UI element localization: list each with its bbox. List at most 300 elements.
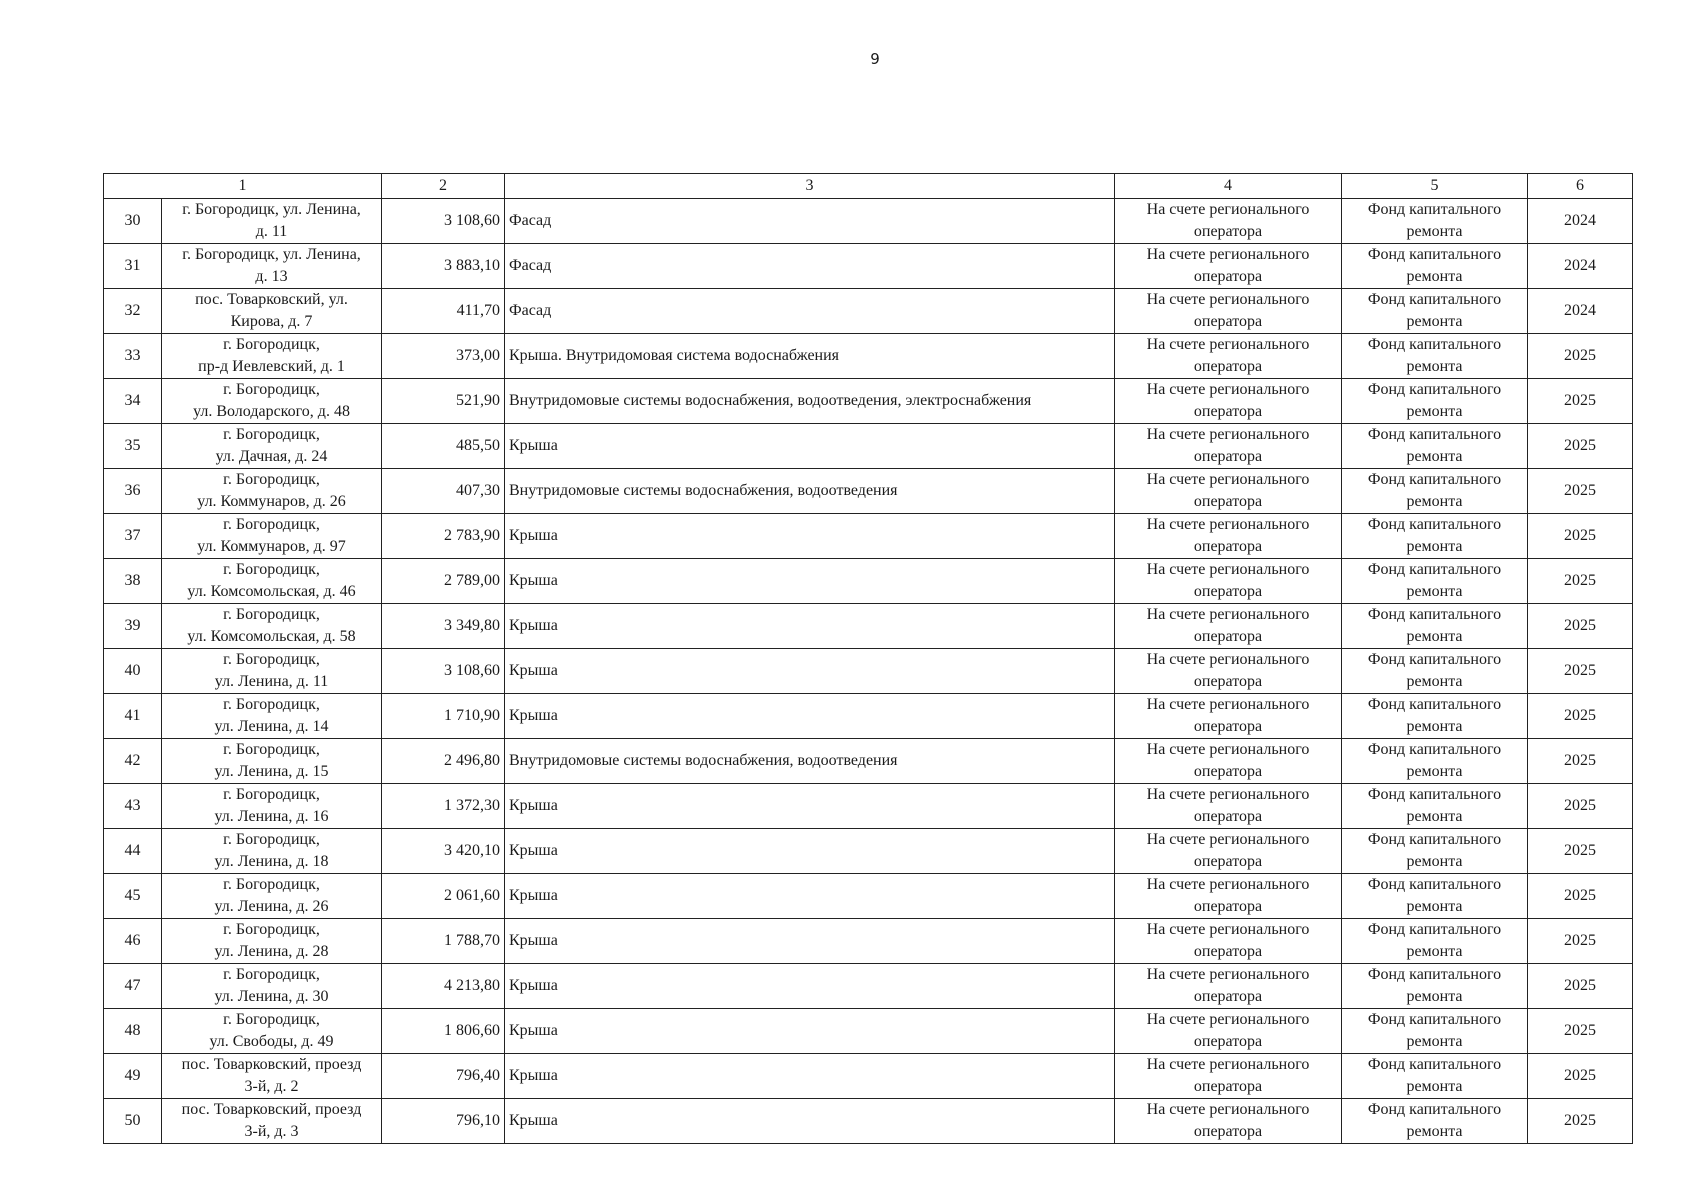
account-cell — [1115, 199, 1342, 244]
address-cell-line: ул. Ленина, д. 15 — [214, 763, 329, 780]
area-cell: 3 108,60 — [382, 199, 505, 244]
funding-source-cell-line: Фонд капитального — [1367, 336, 1502, 353]
area-cell: 407,30 — [382, 469, 505, 514]
area-cell: 4 213,80 — [382, 964, 505, 1009]
account-cell-line: оператора — [1193, 673, 1263, 690]
funding-source-cell-line: Фонд капитального — [1367, 831, 1502, 848]
funding-source-cell-line: ремонта — [1406, 943, 1463, 960]
funding-source-cell-line: ремонта — [1406, 763, 1463, 780]
account-cell-line: На счете регионального — [1146, 1011, 1310, 1028]
funding-source-cell-line: Фонд капитального — [1367, 921, 1502, 938]
row-number: 44 — [104, 829, 162, 874]
address-cell-line: г. Богородицк, — [223, 606, 320, 623]
address-cell-line: г. Богородицк, — [223, 966, 320, 983]
account-cell-line: оператора — [1193, 763, 1263, 780]
account-cell-line: На счете регионального — [1146, 741, 1310, 758]
account-cell-line: На счете регионального — [1146, 291, 1310, 308]
funding-source-cell — [1342, 919, 1528, 964]
funding-source-cell-line: ремонта — [1406, 223, 1463, 240]
funding-source-cell — [1342, 1009, 1528, 1054]
row-number: 34 — [104, 379, 162, 424]
row-number: 35 — [104, 424, 162, 469]
page-number: 9 — [870, 50, 880, 68]
year-cell: 2025 — [1528, 919, 1633, 964]
address-cell-line: ул. Ленина, д. 14 — [214, 718, 329, 735]
column-number-6: 6 — [1528, 174, 1633, 199]
area-cell: 2 061,60 — [382, 874, 505, 919]
work-type-cell: Крыша — [505, 1099, 1115, 1144]
funding-source-cell — [1342, 964, 1528, 1009]
funding-source-cell-line: ремонта — [1406, 898, 1463, 915]
address-cell — [162, 739, 382, 784]
row-number: 49 — [104, 1054, 162, 1099]
address-cell-line: г. Богородицк, — [223, 651, 320, 668]
area-cell: 3 108,60 — [382, 649, 505, 694]
address-cell — [162, 964, 382, 1009]
funding-source-cell — [1342, 334, 1528, 379]
account-cell — [1115, 829, 1342, 874]
account-cell — [1115, 334, 1342, 379]
address-cell-line: ул. Коммунаров, д. 97 — [197, 538, 346, 555]
address-cell-line: 3-й, д. 2 — [244, 1078, 299, 1095]
work-type-cell: Крыша — [505, 604, 1115, 649]
account-cell-line: На счете регионального — [1146, 786, 1310, 803]
row-number: 32 — [104, 289, 162, 334]
work-type-cell: Крыша. Внутридомовая система водоснабжения — [505, 334, 1115, 379]
funding-source-cell — [1342, 784, 1528, 829]
column-number-5: 5 — [1342, 174, 1528, 199]
funding-source-cell-line: Фонд капитального — [1367, 381, 1502, 398]
row-number: 41 — [104, 694, 162, 739]
address-cell-line: ул. Свободы, д. 49 — [209, 1033, 334, 1050]
table-row — [104, 559, 1633, 604]
funding-source-cell — [1342, 1099, 1528, 1144]
row-number: 43 — [104, 784, 162, 829]
table-row — [104, 289, 1633, 334]
address-cell-line: пос. Товарковский, ул. — [195, 291, 348, 308]
work-type-cell: Крыша — [505, 559, 1115, 604]
account-cell — [1115, 514, 1342, 559]
row-number: 40 — [104, 649, 162, 694]
table-row — [104, 874, 1633, 919]
row-number: 30 — [104, 199, 162, 244]
funding-source-cell-line: ремонта — [1406, 718, 1463, 735]
account-cell-line: На счете регионального — [1146, 921, 1310, 938]
table-row — [104, 919, 1633, 964]
work-type-cell: Крыша — [505, 874, 1115, 919]
table-row — [104, 424, 1633, 469]
area-cell: 3 883,10 — [382, 244, 505, 289]
row-number: 36 — [104, 469, 162, 514]
funding-source-cell-line: Фонд капитального — [1367, 1056, 1502, 1073]
year-cell: 2025 — [1528, 964, 1633, 1009]
year-cell: 2025 — [1528, 874, 1633, 919]
area-cell: 1 710,90 — [382, 694, 505, 739]
area-cell: 796,40 — [382, 1054, 505, 1099]
funding-source-cell — [1342, 289, 1528, 334]
account-cell-line: На счете регионального — [1146, 561, 1310, 578]
account-cell-line: На счете регионального — [1146, 696, 1310, 713]
account-cell-line: На счете регионального — [1146, 651, 1310, 668]
funding-source-cell-line: ремонта — [1406, 358, 1463, 375]
account-cell-line: оператора — [1193, 313, 1263, 330]
funding-source-cell-line: ремонта — [1406, 268, 1463, 285]
funding-source-cell-line: Фонд капитального — [1367, 1101, 1502, 1118]
work-type-cell: Внутридомовые системы водоснабжения, водоотведения — [505, 739, 1115, 784]
table-row — [104, 1099, 1633, 1144]
address-cell-line: г. Богородицк, — [223, 516, 320, 533]
funding-source-cell-line: ремонта — [1406, 493, 1463, 510]
year-cell: 2024 — [1528, 289, 1633, 334]
table-row — [104, 469, 1633, 514]
funding-source-cell-line: Фонд капитального — [1367, 246, 1502, 263]
account-cell-line: оператора — [1193, 808, 1263, 825]
address-cell — [162, 604, 382, 649]
area-cell: 411,70 — [382, 289, 505, 334]
table-row — [104, 649, 1633, 694]
address-cell — [162, 379, 382, 424]
funding-source-cell-line: ремонта — [1406, 988, 1463, 1005]
year-cell: 2025 — [1528, 379, 1633, 424]
account-cell-line: На счете регионального — [1146, 831, 1310, 848]
work-type-cell: Фасад — [505, 289, 1115, 334]
row-number: 46 — [104, 919, 162, 964]
account-cell — [1115, 244, 1342, 289]
area-cell: 2 496,80 — [382, 739, 505, 784]
work-type-cell: Крыша — [505, 649, 1115, 694]
address-cell-line: г. Богородицк, — [223, 471, 320, 488]
work-type-cell: Крыша — [505, 964, 1115, 1009]
address-cell-line: г. Богородицк, — [223, 831, 320, 848]
account-cell — [1115, 649, 1342, 694]
funding-source-cell — [1342, 244, 1528, 289]
address-cell — [162, 199, 382, 244]
address-cell-line: ул. Комсомольская, д. 58 — [187, 628, 356, 645]
year-cell: 2025 — [1528, 784, 1633, 829]
funding-source-cell — [1342, 739, 1528, 784]
funding-source-cell-line: ремонта — [1406, 1123, 1463, 1140]
funding-source-cell — [1342, 874, 1528, 919]
account-cell — [1115, 784, 1342, 829]
account-cell-line: оператора — [1193, 1078, 1263, 1095]
work-type-cell: Фасад — [505, 244, 1115, 289]
funding-source-cell — [1342, 559, 1528, 604]
address-cell-line: ул. Дачная, д. 24 — [215, 448, 328, 465]
table-row — [104, 514, 1633, 559]
funding-source-cell-line: Фонд капитального — [1367, 561, 1502, 578]
funding-source-cell — [1342, 1054, 1528, 1099]
funding-source-cell-line: Фонд капитального — [1367, 741, 1502, 758]
address-cell-line: г. Богородицк, — [223, 336, 320, 353]
address-cell-line: пос. Товарковский, проезд — [181, 1056, 362, 1073]
account-cell-line: На счете регионального — [1146, 381, 1310, 398]
account-cell-line: На счете регионального — [1146, 1101, 1310, 1118]
account-cell-line: оператора — [1193, 268, 1263, 285]
account-cell-line: оператора — [1193, 403, 1263, 420]
column-number-3: 3 — [505, 174, 1115, 199]
funding-source-cell — [1342, 199, 1528, 244]
column-number-4: 4 — [1115, 174, 1342, 199]
address-cell — [162, 424, 382, 469]
row-number: 33 — [104, 334, 162, 379]
account-cell-line: На счете регионального — [1146, 201, 1310, 218]
year-cell: 2025 — [1528, 739, 1633, 784]
address-cell-line: г. Богородицк, — [223, 561, 320, 578]
area-cell: 2 789,00 — [382, 559, 505, 604]
row-number: 48 — [104, 1009, 162, 1054]
funding-source-cell-line: ремонта — [1406, 1033, 1463, 1050]
funding-source-cell-line: Фонд капитального — [1367, 291, 1502, 308]
funding-source-cell-line: Фонд капитального — [1367, 966, 1502, 983]
funding-source-cell-line: Фонд капитального — [1367, 876, 1502, 893]
year-cell: 2025 — [1528, 334, 1633, 379]
funding-source-cell — [1342, 514, 1528, 559]
year-cell: 2025 — [1528, 514, 1633, 559]
funding-source-cell-line: Фонд капитального — [1367, 516, 1502, 533]
funding-source-cell-line: ремонта — [1406, 628, 1463, 645]
funding-source-cell-line: ремонта — [1406, 313, 1463, 330]
address-cell-line: ул. Ленина, д. 28 — [214, 943, 329, 960]
row-number: 47 — [104, 964, 162, 1009]
column-number-2: 2 — [382, 174, 505, 199]
account-cell-line: оператора — [1193, 988, 1263, 1005]
year-cell: 2025 — [1528, 559, 1633, 604]
account-cell-line: На счете регионального — [1146, 966, 1310, 983]
address-cell-line: Кирова, д. 7 — [230, 313, 313, 330]
table-row — [104, 1054, 1633, 1099]
table-row — [104, 199, 1633, 244]
address-cell-line: ул. Комсомольская, д. 46 — [187, 583, 356, 600]
address-cell-line: г. Богородицк, ул. Ленина, — [182, 201, 361, 218]
address-cell — [162, 289, 382, 334]
address-cell-line: г. Богородицк, — [223, 696, 320, 713]
account-cell-line: На счете регионального — [1146, 876, 1310, 893]
row-number: 39 — [104, 604, 162, 649]
account-cell — [1115, 289, 1342, 334]
account-cell — [1115, 739, 1342, 784]
row-number: 31 — [104, 244, 162, 289]
address-cell-line: д. 11 — [255, 223, 288, 240]
address-cell — [162, 1009, 382, 1054]
funding-source-cell-line: ремонта — [1406, 1078, 1463, 1095]
address-cell-line: г. Богородицк, — [223, 786, 320, 803]
work-type-cell: Крыша — [505, 694, 1115, 739]
work-type-cell: Внутридомовые системы водоснабжения, водоотведения, электроснабжения — [505, 379, 1115, 424]
area-cell: 1 372,30 — [382, 784, 505, 829]
funding-source-cell-line: Фонд капитального — [1367, 426, 1502, 443]
work-type-cell: Крыша — [505, 1009, 1115, 1054]
account-cell-line: оператора — [1193, 628, 1263, 645]
account-cell — [1115, 379, 1342, 424]
funding-source-cell-line: ремонта — [1406, 583, 1463, 600]
account-cell-line: На счете регионального — [1146, 516, 1310, 533]
account-cell-line: оператора — [1193, 853, 1263, 870]
area-cell: 485,50 — [382, 424, 505, 469]
row-number: 42 — [104, 739, 162, 784]
account-cell — [1115, 1054, 1342, 1099]
account-cell-line: оператора — [1193, 223, 1263, 240]
account-cell-line: оператора — [1193, 943, 1263, 960]
year-cell: 2025 — [1528, 604, 1633, 649]
funding-source-cell-line: Фонд капитального — [1367, 1011, 1502, 1028]
account-cell-line: оператора — [1193, 718, 1263, 735]
address-cell-line: г. Богородицк, — [223, 1011, 320, 1028]
year-cell: 2025 — [1528, 469, 1633, 514]
address-cell — [162, 784, 382, 829]
account-cell-line: оператора — [1193, 1033, 1263, 1050]
account-cell — [1115, 694, 1342, 739]
funding-source-cell-line: Фонд капитального — [1367, 696, 1502, 713]
account-cell — [1115, 604, 1342, 649]
work-type-cell: Крыша — [505, 829, 1115, 874]
year-cell: 2025 — [1528, 649, 1633, 694]
work-type-cell: Крыша — [505, 919, 1115, 964]
funding-source-cell-line: Фонд капитального — [1367, 606, 1502, 623]
address-cell-line: ул. Володарского, д. 48 — [193, 403, 350, 420]
address-cell — [162, 829, 382, 874]
year-cell: 2025 — [1528, 1099, 1633, 1144]
address-cell-line: ул. Ленина, д. 18 — [214, 853, 329, 870]
account-cell — [1115, 469, 1342, 514]
year-cell: 2025 — [1528, 424, 1633, 469]
address-cell-line: г. Богородицк, — [223, 381, 320, 398]
year-cell: 2024 — [1528, 199, 1633, 244]
year-cell: 2025 — [1528, 1054, 1633, 1099]
funding-source-cell-line: Фонд капитального — [1367, 471, 1502, 488]
year-cell: 2024 — [1528, 244, 1633, 289]
funding-source-cell — [1342, 829, 1528, 874]
work-type-cell: Крыша — [505, 514, 1115, 559]
row-number: 45 — [104, 874, 162, 919]
account-cell-line: оператора — [1193, 358, 1263, 375]
account-cell-line: На счете регионального — [1146, 336, 1310, 353]
table-row — [104, 1009, 1633, 1054]
address-cell-line: ул. Коммунаров, д. 26 — [197, 493, 346, 510]
address-cell-line: ул. Ленина, д. 30 — [214, 988, 329, 1005]
account-cell-line: оператора — [1193, 583, 1263, 600]
funding-source-cell-line: ремонта — [1406, 808, 1463, 825]
repair-program-table — [103, 173, 1633, 1144]
row-number: 38 — [104, 559, 162, 604]
area-cell: 521,90 — [382, 379, 505, 424]
area-cell: 3 349,80 — [382, 604, 505, 649]
account-cell-line: На счете регионального — [1146, 426, 1310, 443]
funding-source-cell — [1342, 469, 1528, 514]
address-cell — [162, 244, 382, 289]
work-type-cell: Крыша — [505, 1054, 1115, 1099]
account-cell — [1115, 919, 1342, 964]
address-cell-line: г. Богородицк, — [223, 921, 320, 938]
table-row — [104, 784, 1633, 829]
table-row — [104, 739, 1633, 784]
funding-source-cell-line: Фонд капитального — [1367, 651, 1502, 668]
table-row — [104, 379, 1633, 424]
area-cell: 1 806,60 — [382, 1009, 505, 1054]
table-row — [104, 334, 1633, 379]
account-cell — [1115, 424, 1342, 469]
account-cell — [1115, 559, 1342, 604]
table-row — [104, 244, 1633, 289]
account-cell-line: На счете регионального — [1146, 606, 1310, 623]
year-cell: 2025 — [1528, 1009, 1633, 1054]
year-cell: 2025 — [1528, 694, 1633, 739]
account-cell-line: оператора — [1193, 538, 1263, 555]
work-type-cell: Фасад — [505, 199, 1115, 244]
column-number-row — [104, 174, 1633, 199]
address-cell — [162, 334, 382, 379]
address-cell — [162, 919, 382, 964]
address-cell — [162, 694, 382, 739]
funding-source-cell — [1342, 379, 1528, 424]
funding-source-cell-line: ремонта — [1406, 538, 1463, 555]
address-cell-line: ул. Ленина, д. 11 — [214, 673, 329, 690]
account-cell-line: На счете регионального — [1146, 1056, 1310, 1073]
address-cell — [162, 1054, 382, 1099]
funding-source-cell — [1342, 694, 1528, 739]
address-cell-line: ул. Ленина, д. 26 — [214, 898, 329, 915]
account-cell — [1115, 964, 1342, 1009]
address-cell — [162, 559, 382, 604]
table-row — [104, 694, 1633, 739]
year-cell: 2025 — [1528, 829, 1633, 874]
funding-source-cell-line: ремонта — [1406, 403, 1463, 420]
area-cell: 3 420,10 — [382, 829, 505, 874]
row-number: 37 — [104, 514, 162, 559]
funding-source-cell-line: ремонта — [1406, 448, 1463, 465]
address-cell-line: д. 13 — [255, 268, 288, 285]
account-cell-line: оператора — [1193, 898, 1263, 915]
account-cell — [1115, 1099, 1342, 1144]
address-cell — [162, 469, 382, 514]
row-number: 50 — [104, 1099, 162, 1144]
funding-source-cell — [1342, 424, 1528, 469]
table-row — [104, 829, 1633, 874]
funding-source-cell-line: ремонта — [1406, 673, 1463, 690]
work-type-cell: Внутридомовые системы водоснабжения, водоотведения — [505, 469, 1115, 514]
account-cell — [1115, 874, 1342, 919]
address-cell-line: ул. Ленина, д. 16 — [214, 808, 329, 825]
address-cell-line: 3-й, д. 3 — [244, 1123, 299, 1140]
account-cell-line: оператора — [1193, 493, 1263, 510]
account-cell-line: оператора — [1193, 448, 1263, 465]
address-cell-line: пр-д Иевлевский, д. 1 — [198, 358, 345, 375]
funding-source-cell — [1342, 604, 1528, 649]
account-cell-line: На счете регионального — [1146, 246, 1310, 263]
work-type-cell: Крыша — [505, 784, 1115, 829]
address-cell-line: г. Богородицк, — [223, 426, 320, 443]
address-cell — [162, 874, 382, 919]
area-cell: 2 783,90 — [382, 514, 505, 559]
address-cell-line: г. Богородицк, — [223, 876, 320, 893]
account-cell — [1115, 1009, 1342, 1054]
area-cell: 373,00 — [382, 334, 505, 379]
address-cell — [162, 1099, 382, 1144]
address-cell — [162, 514, 382, 559]
account-cell-line: оператора — [1193, 1123, 1263, 1140]
address-cell-line: г. Богородицк, ул. Ленина, — [182, 246, 361, 263]
table-row — [104, 964, 1633, 1009]
address-cell — [162, 649, 382, 694]
address-cell-line: пос. Товарковский, проезд — [181, 1101, 362, 1118]
funding-source-cell-line: Фонд капитального — [1367, 786, 1502, 803]
address-cell-line: г. Богородицк, — [223, 741, 320, 758]
funding-source-cell-line: ремонта — [1406, 853, 1463, 870]
account-cell-line: На счете регионального — [1146, 471, 1310, 488]
work-type-cell: Крыша — [505, 424, 1115, 469]
table-row — [104, 604, 1633, 649]
area-cell: 796,10 — [382, 1099, 505, 1144]
funding-source-cell — [1342, 649, 1528, 694]
